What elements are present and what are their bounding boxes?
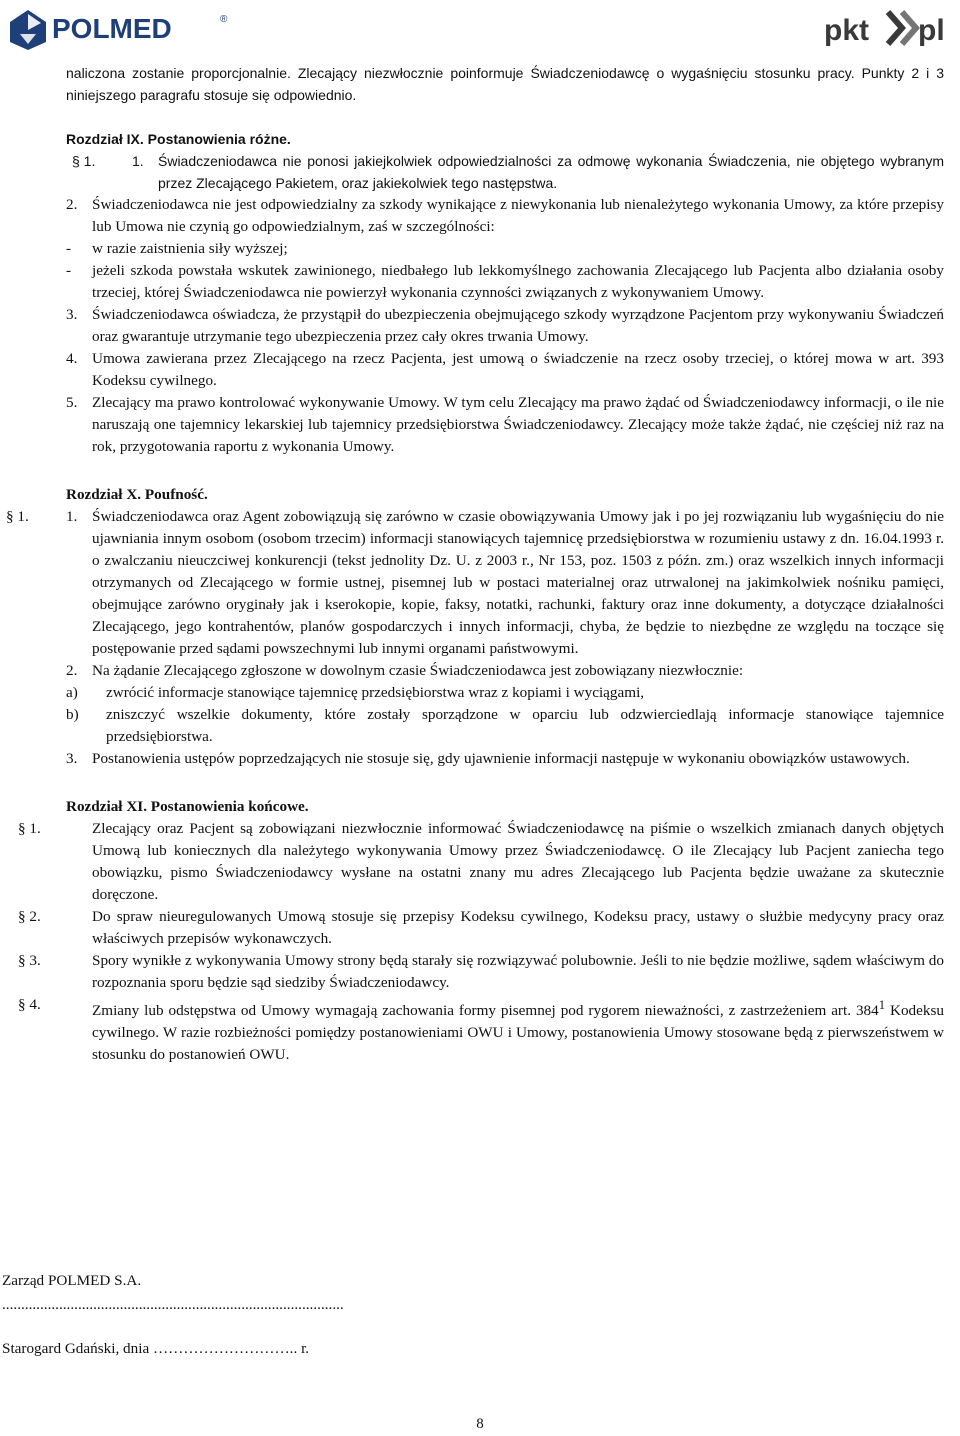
ch11-section-1: § 1. Zlecający oraz Pacjent są zobowiązani niezwłocznie informować Świadczeniodawcę na piśmie o wszelkich zmianach danych objętych Umową lub koniecznych dla należytego wykonywania Umowy przez Świadczeniodawcę. O ile Zlecający lub Pacjent zaniecha tego obowiązku, pismo Świadczeniodawcy wysłane na ostatni znany mu adres Zlecającego lub Pacjenta będzie uważane za skutecznie doręczone. (18, 820, 944, 903)
ch10-point-2: 2. Na żądanie Zlecającego zgłoszone w dowolnym czasie Świadczeniodawca jest zobowiązany niezwłocznie: (66, 662, 744, 679)
signature-company: Zarząd POLMED S.A. (2, 1272, 142, 1289)
ch11-section-4: § 4. Zmiany lub odstępstwa od Umowy wymagają zachowania formy pisemnej pod rygorem nieważności, z zastrzeżeniem art. $384^1$ Kodeksu cywilnego. W razie rozbieżności pomiędzy postanowieniami OWU i Umowy, postanowienia Umowy stosowane będą z pierwszeństwem w stosunku do postanowień OWU. (18, 996, 944, 1064)
document-body (6, 62, 944, 1066)
svg-text:®: ® (220, 14, 228, 25)
ch10-point-1: § 1. 1. Świadczeniodawca oraz Agent zobowiązują się zarówno w czasie obowiązywania Umowy jak i po jej rozwiązaniu lub wygaśnięciu do nie ujawniania innym osobom (osobom trzecim) informacji stanowiących tajemnicę przedsiębiorstwa w rozumieniu ustawy z dn. 16.04.1993 r. o zwalczaniu nieuczciwej konkurencji (tekst jednolity Dz. U. z 2003 r., Nr 153, poz. 1503 z późn. zm.) oraz wszelkich innych informacji otrzymanych od Zlecającego w formie ustnej, pisemnej lub w postaci materialnej oraz utrwalonej na jakimkolwiek nośniku pamięci, obejmujące zarówno oryginały jak i kserokopie, kopie, faksy, notatki, rachunki, faktury oraz inne dokumenty, a dotyczące działalności Zlecającego, jego kontrahentów, planów gospodarczych i innych informacji, chyba, że będzie to niezbędne ze względu na toczące się postępowanie przed sądami powszechnymi lub innymi organami państwowymi. (6, 508, 944, 657)
ch11-section-3: § 3. Spory wynikłe z wykonywania Umowy strony będą starały się rozwiązywać polubownie. Jeśli to nie będzie możliwe, sądem właściwym do rozpoznania sporu będzie sąd siedziby Świadczeniodawcy. (18, 952, 944, 991)
ch9-point-2: 2. Świadczeniodawca nie jest odpowiedzialny za szkody wynikające z niewykonania lub nienależytego wykonania Umowy, za które przepisy lub Umowa nie czynią go odpowiedzialnym, zaś w szczególności: (66, 196, 944, 235)
ch9-dash-2: - jeżeli szkoda powstała wskutek zawinionego, niedbałego lub lekkomyślnego zachowania Zlecającego lub Pacjenta albo działania osoby trzeciej, której Świadczeniodawca nie powierzył wykonania czynności związanych z wykonywaniem Umowy. (66, 262, 944, 301)
polmed-logo-text: POLMED (52, 13, 172, 44)
ch9-point-5: 5. Zlecający ma prawo kontrolować wykonywanie Umowy. W tym celu Zlecający ma prawo żądać od Świadczeniodawcy informacji, o ile nie naruszają one tajemnicy lekarskiej lub tajemnicy przedsiębiorstwa Świadczeniodawcy. Zlecający może także żądać, nie częściej niż raz na rok, przygotowania raportu z wykonania Umowy. (66, 394, 944, 455)
ch9-point-3: 3. Świadczeniodawca oświadcza, że przystąpił do ubezpieczenia obejmującego szkody wyrządzone Pacjentom przy wykonywaniu Świadczeń oraz gwarantuje utrzymanie tego ubezpieczenia przez cały okres trwania Umowy. (66, 306, 944, 345)
ch10-item-b: b) zniszczyć wszelkie dokumenty, które zostały sporządzone w oparciu lub odzwierciedlają informacje stanowiące tajemnice przedsiębiorstwa. (66, 706, 944, 745)
chapter-10-title: Rozdział X. Poufność. (66, 486, 208, 503)
signature-place-date: Starogard Gdański, dnia ……………………….. r. (2, 1340, 310, 1357)
superscript: 1 (878, 998, 886, 1012)
page-number: 8 (476, 1416, 484, 1432)
ch9-section-1 (66, 150, 944, 194)
ch10-item-a: a) zwrócić informacje stanowiące tajemnicę przedsiębiorstwa wraz z kopiami i wyciągami, (66, 684, 645, 701)
svg-text:pl: pl (918, 14, 945, 47)
chapter-11-title: Rozdział XI. Postanowienia końcowe. (66, 798, 309, 815)
intro-paragraph: naliczona zostanie proporcjonalnie. Zlecający niezwłocznie poinformuje Świadczeniodawcę o wygaśnięciu stosunku pracy. Punkty 2 i 3 niniejszego paragrafu stosuje się odpowiednio. (66, 65, 944, 103)
ch9-point-1: 1. Świadczeniodawca nie ponosi jakiejkolwiek odpowiedzialności za odmowę wykonania Świadczenia, nie objętego wybranym przez Zlecającego Pakietem, oraz jakiekolwiek tego następstwa. (132, 153, 944, 191)
polmed-logo (6, 6, 236, 50)
ch10-point-3: 3. Postanowienia ustępów poprzedzających nie stosuje się, gdy ujawnienie informacji następuje w wykonaniu obowiązków ustawowych. (66, 750, 910, 767)
pktpl-logo (822, 4, 954, 50)
signature-dots: .......................................................................................... (2, 1296, 344, 1313)
ch9-dash-1: - w razie zaistnienia siły wyższej; (66, 240, 288, 257)
chapter-9-title: Rozdział IX. Postanowienia różne. (66, 131, 291, 147)
section-label: § 1. (72, 153, 96, 169)
svg-text:pkt: pkt (824, 14, 869, 47)
ch11-section-2: § 2. Do spraw nieuregulowanych Umową stosuje się przepisy Kodeksu cywilnego, Kodeksu pracy, ustawy o służbie medycyny pracy oraz właściwych przepisów wykonawczych. (18, 908, 944, 947)
ch9-point-4: 4. Umowa zawierana przez Zlecającego na rzecz Pacjenta, jest umową o świadczenie na rzecz osoby trzeciej, o której mowa w art. 393 Kodeksu cywilnego. (66, 350, 944, 389)
